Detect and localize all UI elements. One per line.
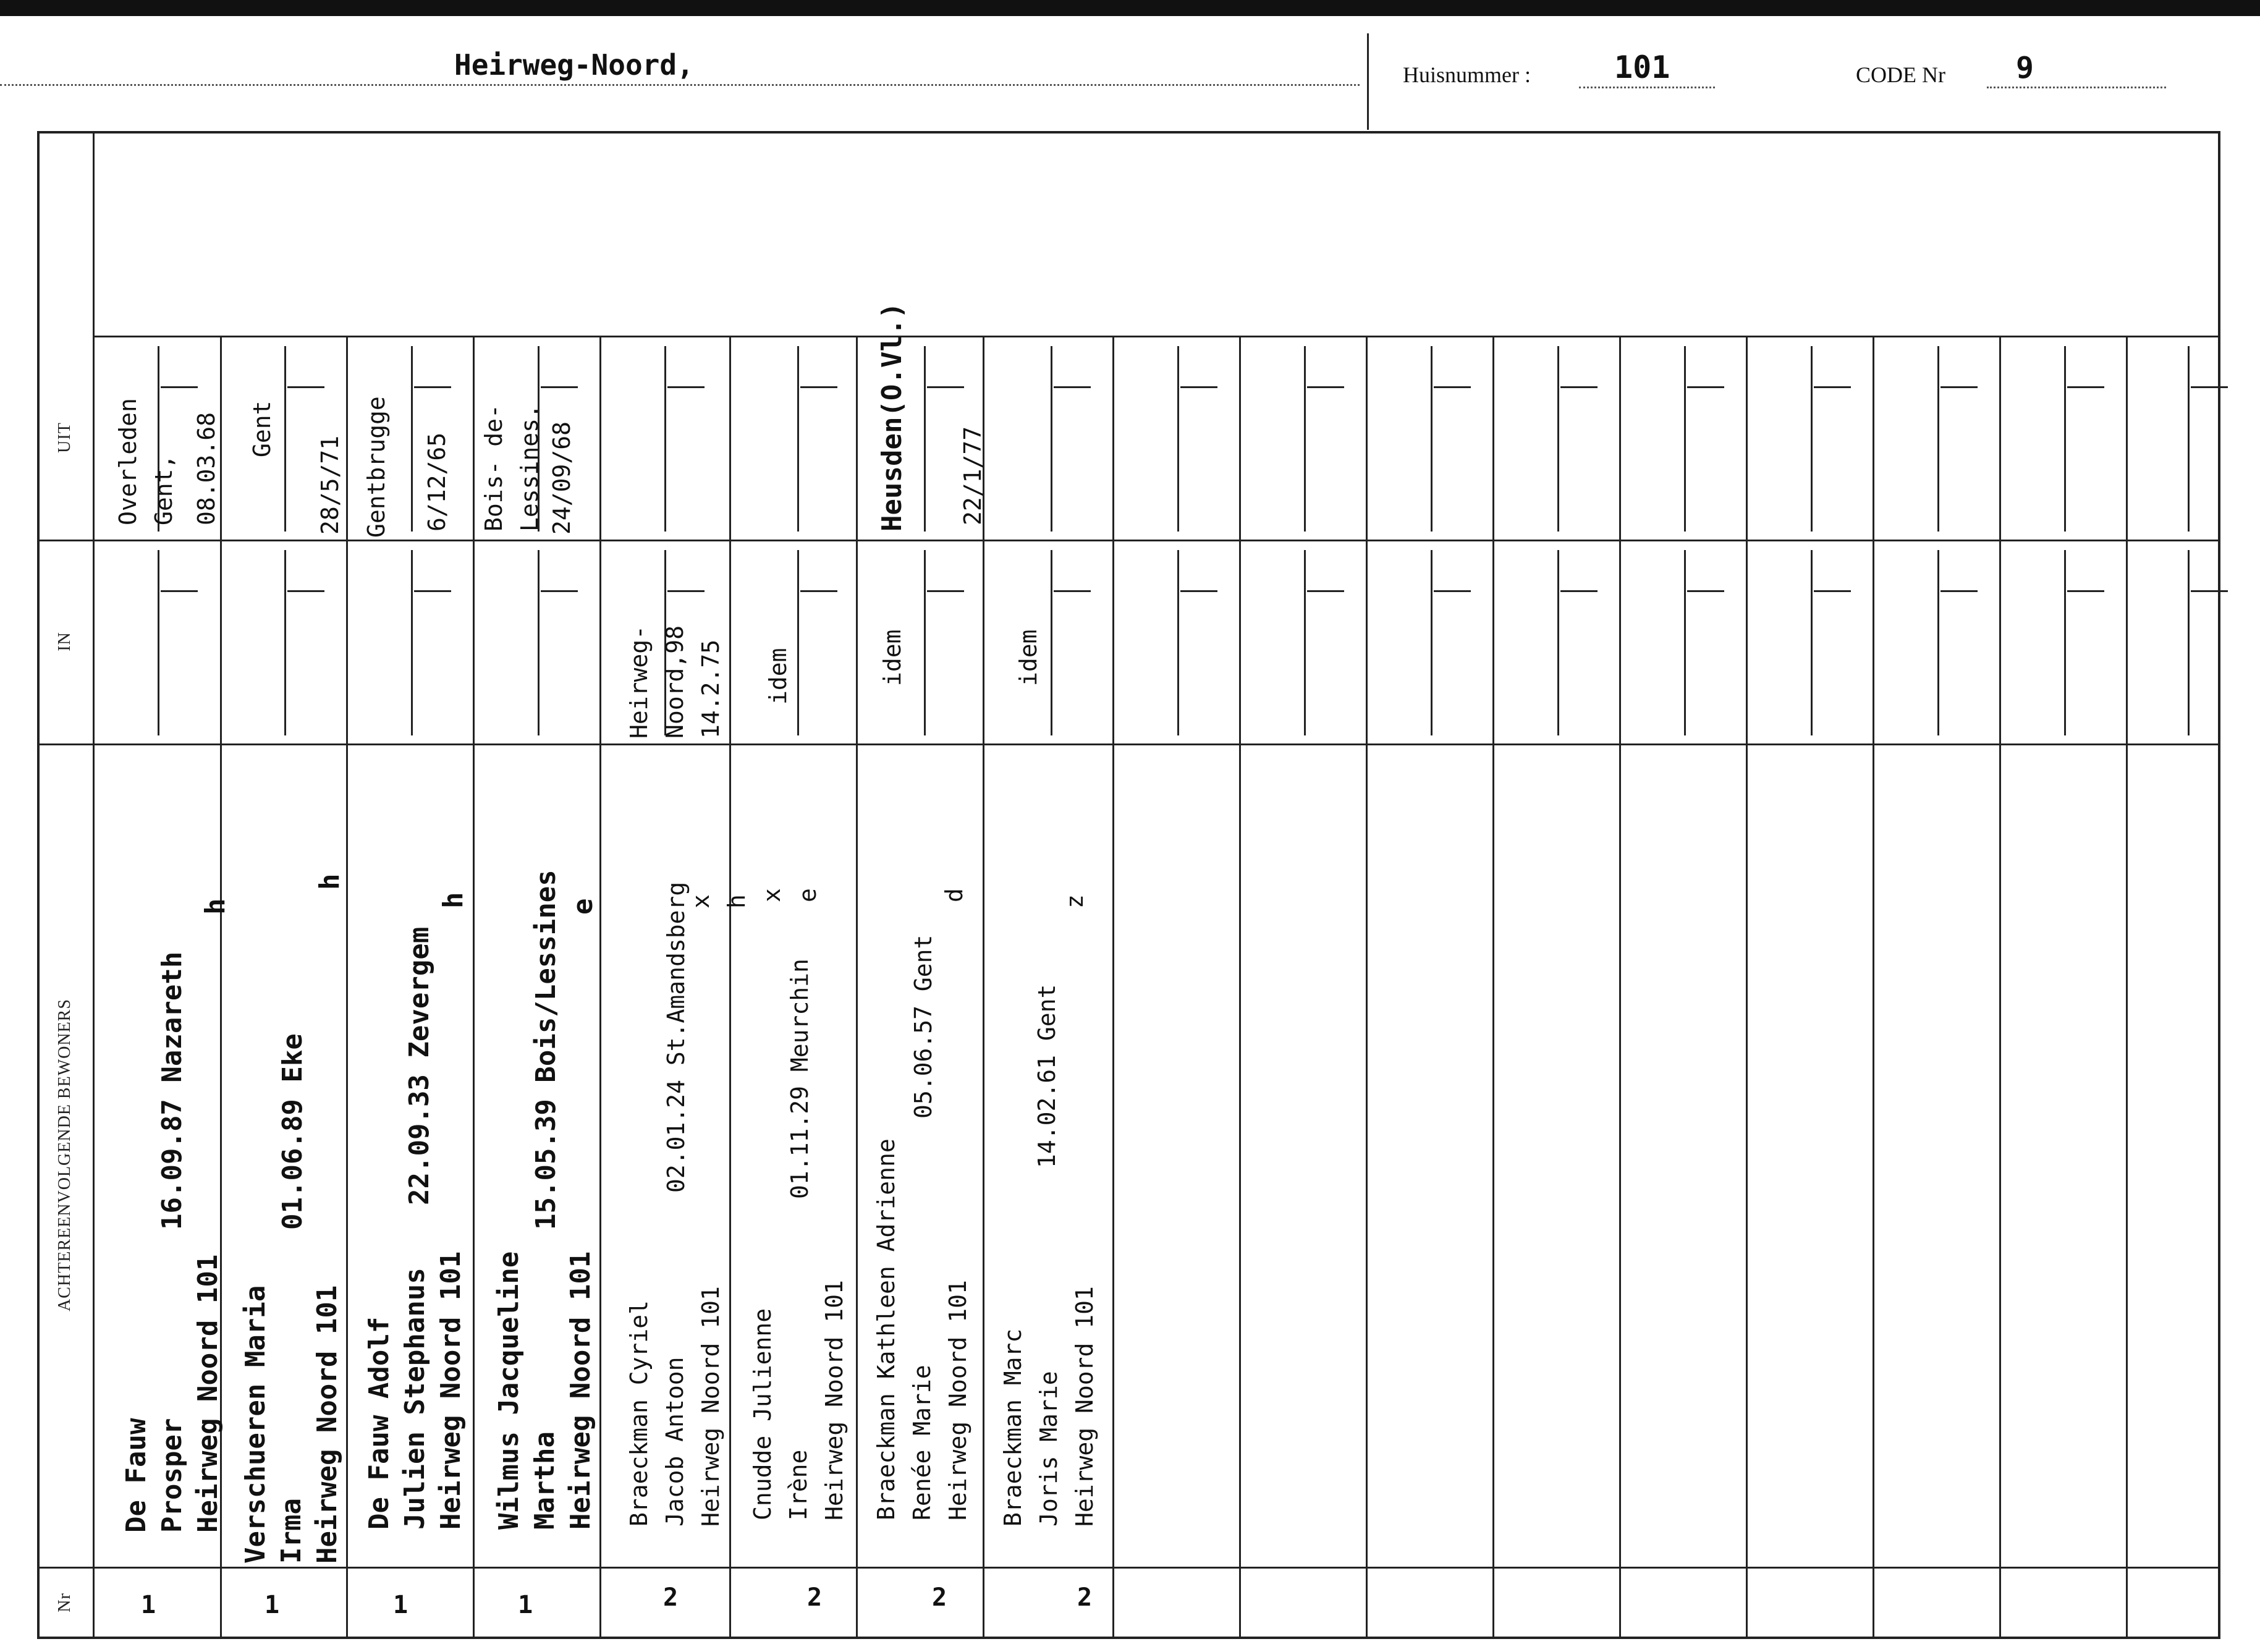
column-divider	[1873, 336, 1874, 1639]
resident-code: h	[200, 898, 231, 915]
cell-subdivider	[411, 346, 413, 532]
empty-cell-dash	[1180, 386, 1217, 388]
divider-out-top	[93, 336, 2220, 337]
empty-cell-dash	[1560, 386, 1598, 388]
uit-date: 24/09/68	[548, 421, 575, 535]
code-number-underline	[1987, 87, 2166, 88]
column-divider	[473, 336, 475, 1639]
column-divider	[1492, 336, 1494, 1639]
cell-subdivider	[1684, 346, 1686, 532]
resident-code: x e	[758, 888, 821, 902]
cell-subdivider	[1431, 346, 1433, 532]
column-label-in: IN	[55, 632, 74, 651]
uit-date: 6/12/65	[423, 432, 451, 532]
cell-subdivider	[924, 346, 926, 532]
empty-cell-dash	[1054, 386, 1091, 388]
resident-code: h	[314, 873, 345, 890]
empty-cell-dash	[1434, 386, 1471, 388]
uit-place: Heusden(O.Vl.)	[876, 302, 908, 532]
resident-name: Braeckman Kathleen Adrienne Renée Marie Heirweg Noord 101	[873, 1138, 971, 1520]
resident-name: De Fauw Adolf Julien Stephanus Heirweg Noord 101	[363, 1251, 467, 1530]
uit-place: Bois- de- Lessines.	[480, 404, 543, 532]
empty-cell-dash	[287, 590, 324, 592]
empty-cell-dash	[541, 590, 578, 592]
cell-subdivider	[1937, 550, 1939, 735]
empty-cell-dash	[541, 386, 578, 388]
cell-subdivider	[2064, 550, 2066, 735]
empty-cell-dash	[800, 590, 837, 592]
empty-cell-dash	[287, 386, 324, 388]
cell-subdivider	[1684, 550, 1686, 735]
empty-cell-dash	[1180, 590, 1217, 592]
resident-code: e	[567, 898, 599, 915]
divider-out-in	[37, 540, 2220, 541]
empty-cell-dash	[1814, 386, 1851, 388]
resident-birth: 01.06.89 Eke	[277, 1033, 308, 1230]
cell-subdivider	[1811, 346, 1813, 532]
column-divider	[1746, 336, 1748, 1639]
house-number-label: Huisnummer :	[1403, 62, 1531, 87]
resident-birth: 14.02.61 Gent	[1033, 984, 1060, 1168]
cell-subdivider	[284, 550, 286, 735]
resident-name: Braeckman Cyriel Jacob Antoon Heirweg Noord 101	[625, 1286, 724, 1527]
uit-place: Overleden Gent,	[114, 398, 177, 525]
code-number-value: 9	[2016, 51, 2034, 85]
empty-cell-dash	[161, 590, 198, 592]
cell-subdivider	[1304, 550, 1306, 735]
cell-subdivider	[797, 346, 799, 532]
column-divider	[599, 336, 601, 1639]
column-divider	[2126, 336, 2128, 1639]
column-divider	[856, 336, 858, 1639]
empty-cell-dash	[667, 386, 705, 388]
empty-cell-dash	[414, 590, 451, 592]
cell-subdivider	[2064, 346, 2066, 532]
cell-subdivider	[1051, 550, 1052, 735]
resident-name: Verschueren Maria Irma Heirweg Noord 101	[240, 1285, 343, 1564]
uit-place: Gent	[248, 400, 276, 457]
empty-cell-dash	[927, 590, 964, 592]
divider-residents-nr	[37, 1567, 2220, 1569]
top-border	[0, 0, 2260, 16]
empty-cell-dash	[2067, 386, 2104, 388]
column-label-out: UIT	[55, 422, 74, 453]
empty-cell-dash	[2191, 590, 2228, 592]
empty-cell-dash	[800, 386, 837, 388]
cell-subdivider	[2188, 346, 2190, 532]
resident-birth: 02.01.24 St.Amandsberg	[662, 881, 690, 1193]
empty-cell-dash	[1940, 590, 1978, 592]
empty-cell-dash	[1560, 590, 1598, 592]
empty-cell-dash	[1687, 386, 1724, 388]
house-number-value: 101	[1614, 49, 1670, 85]
cell-subdivider	[797, 550, 799, 735]
resident-name: Cnudde Julienne Irène Heirweg Noord 101	[749, 1280, 848, 1520]
cell-subdivider	[664, 346, 666, 532]
header-divider	[1367, 33, 1369, 130]
empty-cell-dash	[1687, 590, 1724, 592]
resident-birth: 05.06.57 Gent	[910, 934, 937, 1119]
column-divider	[1999, 336, 2001, 1639]
entry-number: 1	[517, 1591, 533, 1619]
empty-cell-dash	[161, 386, 198, 388]
entry-number: 2	[806, 1583, 823, 1612]
resident-birth: 15.05.39 Bois/Lessines	[530, 870, 562, 1230]
cell-subdivider	[284, 346, 286, 532]
column-label-nr: Nr	[55, 1593, 74, 1612]
uit-date: 22/1/77	[959, 426, 986, 525]
in-place: Heirweg- Noord,98 14.2.75	[625, 625, 724, 739]
column-divider	[983, 336, 984, 1639]
cell-subdivider	[1937, 346, 1939, 532]
column-divider	[1366, 336, 1368, 1639]
cell-subdivider	[1557, 346, 1559, 532]
cell-subdivider	[538, 550, 540, 735]
cell-subdivider	[411, 550, 413, 735]
resident-name: Wilmus Jacqueline Martha Heirweg Noord 101	[493, 1251, 596, 1530]
uit-date: 28/5/71	[316, 435, 344, 535]
code-number-label: CODE Nr	[1856, 62, 1945, 87]
entry-number: 1	[140, 1591, 156, 1619]
empty-cell-dash	[927, 386, 964, 388]
cell-subdivider	[1177, 550, 1179, 735]
resident-name: De Fauw Prosper Heirweg Noord 101	[121, 1254, 224, 1533]
resident-code: z	[1061, 894, 1088, 909]
empty-cell-dash	[1814, 590, 1851, 592]
label-column-divider	[93, 131, 95, 1639]
in-place: idem	[764, 648, 792, 705]
empty-cell-dash	[1054, 590, 1091, 592]
column-divider	[1619, 336, 1621, 1639]
resident-code: d	[941, 888, 968, 902]
entry-number: 1	[392, 1591, 408, 1619]
empty-cell-dash	[1940, 386, 1978, 388]
column-label-residents: ACHTEREENVOLGENDE BEWONERS	[55, 999, 74, 1311]
divider-in-residents	[37, 743, 2220, 745]
cell-subdivider	[158, 550, 159, 735]
in-place: idem	[1015, 629, 1042, 686]
cell-subdivider	[1811, 550, 1813, 735]
entry-number: 2	[1077, 1583, 1093, 1612]
street-name: Heirweg-Noord,	[454, 48, 694, 82]
cell-subdivider	[2188, 550, 2190, 735]
resident-birth: 16.09.87 Nazareth	[156, 951, 188, 1230]
house-number-underline	[1579, 87, 1715, 88]
cell-subdivider	[1177, 346, 1179, 532]
empty-cell-dash	[2067, 590, 2104, 592]
resident-code: x h	[687, 894, 750, 909]
entry-number: 2	[662, 1583, 679, 1612]
empty-cell-dash	[1434, 590, 1471, 592]
uit-date: 08.03.68	[193, 412, 220, 525]
empty-cell-dash	[667, 590, 705, 592]
uit-place: Gentbrugge	[363, 396, 390, 538]
resident-birth: 01.11.29 Meurchin	[786, 959, 813, 1199]
empty-cell-dash	[2191, 386, 2228, 388]
cell-subdivider	[924, 550, 926, 735]
column-divider	[1239, 336, 1241, 1639]
cell-subdivider	[1304, 346, 1306, 532]
entry-number: 1	[264, 1591, 280, 1619]
cell-subdivider	[1557, 550, 1559, 735]
empty-cell-dash	[1307, 386, 1344, 388]
column-divider	[729, 336, 731, 1639]
resident-birth: 22.09.33 Zevergem	[404, 926, 435, 1205]
column-divider	[1112, 336, 1114, 1639]
empty-cell-dash	[414, 386, 451, 388]
resident-name: Braeckman Marc Joris Marie Heirweg Noord 101	[999, 1286, 1098, 1527]
cell-subdivider	[1051, 346, 1052, 532]
empty-cell-dash	[1307, 590, 1344, 592]
entry-number: 2	[931, 1583, 947, 1612]
cell-subdivider	[1431, 550, 1433, 735]
resident-code: h	[438, 892, 469, 909]
in-place: idem	[879, 629, 906, 686]
street-underline	[0, 84, 1360, 86]
